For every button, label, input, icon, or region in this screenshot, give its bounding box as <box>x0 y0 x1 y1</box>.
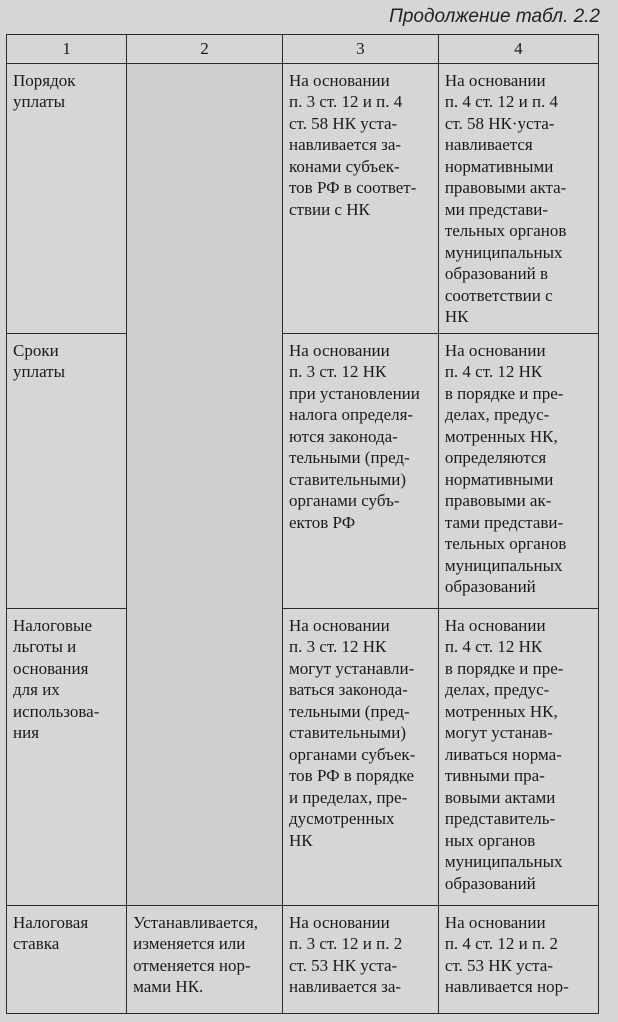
row2-col4-cell: На основании п. 4 ст. 12 НК в порядке и пре- делах, предус- мотренных НК, определяются нормативными правовыми ак- тами представи- тельных органов муниципальных образований <box>438 333 598 608</box>
table-row <box>7 608 599 905</box>
header-cell-4: 4 <box>438 35 598 64</box>
merged-empty-cell <box>127 63 283 905</box>
row4-col3-cell: На основании п. 3 ст. 12 и п. 2 ст. 53 НК уста- навливается за- <box>282 905 438 1013</box>
row1-col3-cell: На основании п. 3 ст. 12 и п. 4 ст. 58 НК уста- навливается за- конами субъек- тов РФ в соответ- ствии с НК <box>282 63 438 333</box>
table-row <box>7 333 599 608</box>
row-label-tax-benefits: Налоговые льготы и основания для их использова- ния <box>7 608 127 905</box>
row2-col3-cell: На основании п. 3 ст. 12 НК при установлении налога определя- ются законода- тельными (пред- ставительными) органами субъ- ектов РФ <box>282 333 438 608</box>
table-row <box>7 63 599 333</box>
row4-col2-cell: Устанавливается, изменяется или отменяется нор- мами НК. <box>127 905 283 1013</box>
row-label-payment-terms: Сроки уплаты <box>7 333 127 608</box>
table-header-row <box>7 35 599 64</box>
row4-col4-cell: На основании п. 4 ст. 12 и п. 2 ст. 53 НК уста- навливается нор- <box>438 905 598 1013</box>
row3-col4-cell: На основании п. 4 ст. 12 НК в порядке и пре- делах, предус- мотренных НК, могут устанав- ливаться норма- тивными пра- вовыми актами представитель- ных органов муниципальных образований <box>438 608 598 905</box>
row3-col3-cell: На основании п. 3 ст. 12 НК могут устанавли- ваться законода- тельными (пред- ставительными) органами субъек- тов РФ в порядке и пределах, пре- дусмотренных НК <box>282 608 438 905</box>
header-cell-3: 3 <box>282 35 438 64</box>
header-cell-2: 2 <box>127 35 283 64</box>
row1-col4-cell: На основании п. 4 ст. 12 и п. 4 ст. 58 НК·уста- навливается нормативными правовыми акта- ми представи- тельных органов муниципальных образований в соответствии с НК <box>438 63 598 333</box>
header-cell-1: 1 <box>7 35 127 64</box>
table-caption: Продолжение табл. 2.2 <box>389 6 600 27</box>
row-label-payment-procedure: Порядок уплаты <box>7 63 127 333</box>
row-label-tax-rate: Налоговая ставка <box>7 905 127 1013</box>
table-row <box>7 905 599 1013</box>
tax-comparison-table <box>6 34 599 1014</box>
